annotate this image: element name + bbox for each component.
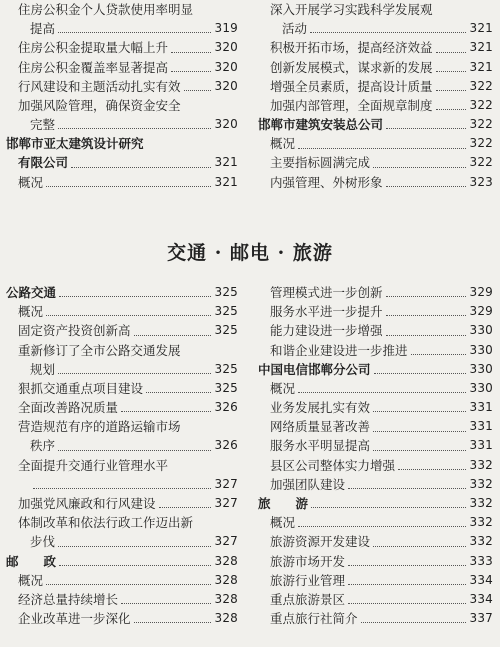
toc-entry-title: 和谐企业建设进一步推进 xyxy=(270,342,408,358)
toc-entry-title: 加强内部管理，全面规章制度 xyxy=(270,97,433,113)
toc-entry-title: 积极开拓市场，提高经济效益 xyxy=(270,40,433,56)
dot-leader xyxy=(361,622,467,623)
toc-entry[interactable] xyxy=(258,58,493,77)
dot-leader xyxy=(146,392,211,393)
dot-leader xyxy=(58,32,211,33)
toc-entry-title: 重点旅游景区 xyxy=(270,591,346,607)
toc-entry[interactable] xyxy=(6,19,238,38)
dot-leader xyxy=(348,603,466,604)
toc-entry[interactable] xyxy=(258,154,493,173)
dot-leader xyxy=(398,469,466,470)
toc-page-number: 329 xyxy=(469,304,493,319)
toc-entry[interactable] xyxy=(6,609,238,628)
toc-entry[interactable] xyxy=(6,77,238,96)
toc-page-number: 321 xyxy=(469,21,493,36)
toc-entry-title: 加强团队建设 xyxy=(270,476,346,492)
toc-entry[interactable] xyxy=(6,417,238,436)
toc-page-number: 326 xyxy=(214,400,238,415)
toc-page-number: 332 xyxy=(469,534,493,549)
toc-entry-title: 全面改善路况质量 xyxy=(18,400,119,416)
toc-entry-title: 能力建设进一步增强 xyxy=(270,323,383,339)
toc-page-number: 326 xyxy=(214,438,238,453)
toc-section-heading[interactable] xyxy=(6,283,238,302)
toc-entry[interactable] xyxy=(258,398,493,417)
toc-entry[interactable] xyxy=(6,302,238,321)
toc-entry[interactable] xyxy=(258,19,493,38)
toc-page-number: 322 xyxy=(469,117,493,132)
toc-entry[interactable] xyxy=(6,341,238,360)
toc-entry[interactable] xyxy=(258,513,493,532)
toc-section-heading[interactable] xyxy=(258,494,493,513)
dot-leader xyxy=(411,354,467,355)
toc-entry-title: 活动 xyxy=(282,21,308,37)
dot-leader xyxy=(171,71,211,72)
toc-entry-title: 服务水平进一步提升 xyxy=(270,304,383,320)
toc-page-number: 327 xyxy=(214,534,238,549)
toc-entry[interactable] xyxy=(6,321,238,340)
toc-page-number: 325 xyxy=(214,380,238,395)
dot-leader xyxy=(386,296,467,297)
toc-page-number: 325 xyxy=(214,323,238,338)
dot-leader xyxy=(46,186,211,187)
toc-entry[interactable] xyxy=(258,532,493,551)
toc-page-number: 325 xyxy=(214,304,238,319)
dot-leader xyxy=(58,373,211,374)
toc-page-number: 321 xyxy=(469,40,493,55)
toc-page-number: 330 xyxy=(469,380,493,395)
toc-entry-title: 全面提升交通行业管理水平 xyxy=(18,457,169,473)
toc-entry[interactable] xyxy=(258,173,493,192)
toc-entry-title: 有限公司 xyxy=(18,155,69,171)
dot-leader xyxy=(386,186,467,187)
toc-entry[interactable] xyxy=(6,437,238,456)
dot-leader xyxy=(184,90,212,91)
toc-entry[interactable] xyxy=(258,437,493,456)
toc-entry[interactable] xyxy=(258,341,493,360)
toc-entry[interactable] xyxy=(6,379,238,398)
toc-entry-title: 深入开展学习实践科学发展观 xyxy=(270,1,433,17)
toc-entry[interactable] xyxy=(258,379,493,398)
toc-entry[interactable] xyxy=(258,417,493,436)
toc-entry[interactable] xyxy=(6,571,238,590)
toc-entry[interactable] xyxy=(6,115,238,134)
toc-entry-title: 旅 游 xyxy=(258,496,309,512)
toc-entry[interactable] xyxy=(6,38,238,57)
toc-page-number: 329 xyxy=(469,284,493,299)
dot-leader xyxy=(311,507,466,508)
toc-page-number: 320 xyxy=(214,117,238,132)
toc-entry-title: 步伐 xyxy=(30,534,56,550)
toc-entry-title: 住房公积金提取量大幅上升 xyxy=(18,40,169,56)
toc-entry-title: 重点旅行社简介 xyxy=(270,611,358,627)
toc-entry[interactable] xyxy=(258,77,493,96)
toc-entry[interactable] xyxy=(258,456,493,475)
toc-page-number: 331 xyxy=(469,419,493,434)
toc-entry-title: 概况 xyxy=(18,572,44,588)
toc-page-number: 327 xyxy=(214,476,238,491)
toc-entry-title: 概况 xyxy=(18,174,44,190)
dot-leader xyxy=(373,431,466,432)
dot-leader xyxy=(436,52,467,53)
toc-entry[interactable] xyxy=(6,475,238,494)
toc-entry-title: 创新发展模式，谋求新的发展 xyxy=(270,59,433,75)
toc-page-number: 328 xyxy=(214,591,238,606)
toc-entry[interactable] xyxy=(6,173,238,192)
toc-page-number: 332 xyxy=(469,476,493,491)
toc-entry-title: 加强党风廉政和行风建设 xyxy=(18,496,156,512)
dot-leader xyxy=(374,373,467,374)
toc-page-number: 328 xyxy=(214,572,238,587)
toc-entry-title: 服务水平明显提高 xyxy=(270,438,371,454)
toc-entry-title: 旅游市场开发 xyxy=(270,553,346,569)
dot-leader xyxy=(298,148,466,149)
toc-page-number: 330 xyxy=(469,342,493,357)
toc-entry-title: 业务发展扎实有效 xyxy=(270,400,371,416)
toc-entry-title: 中国电信邯郸分公司 xyxy=(258,361,371,377)
toc-page-number: 330 xyxy=(469,361,493,376)
toc-entry-title: 加强风险管理，确保资金安全 xyxy=(18,97,181,113)
dot-leader xyxy=(159,507,212,508)
toc-page-number: 327 xyxy=(214,496,238,511)
toc-page-number: 332 xyxy=(469,496,493,511)
toc-entry-title: 旅游资源开发建设 xyxy=(270,534,371,550)
toc-section-heading[interactable] xyxy=(258,360,493,379)
toc-entry[interactable] xyxy=(6,513,238,532)
toc-column-top-right xyxy=(258,0,493,192)
toc-entry-title: 公路交通 xyxy=(6,284,57,300)
toc-page-number: 337 xyxy=(469,611,493,626)
toc-entry[interactable] xyxy=(6,96,238,115)
dot-leader xyxy=(134,335,212,336)
toc-page-number: 320 xyxy=(214,78,238,93)
toc-page-number: 333 xyxy=(469,553,493,568)
toc-entry-title: 邮 政 xyxy=(6,553,57,569)
dot-leader xyxy=(348,584,466,585)
toc-page-number: 321 xyxy=(214,155,238,170)
toc-entry[interactable] xyxy=(258,321,493,340)
dot-leader xyxy=(386,335,467,336)
dot-leader xyxy=(134,622,212,623)
toc-entry-title: 县区公司整体实力增强 xyxy=(270,457,396,473)
toc-entry-title: 提高 xyxy=(30,21,56,37)
toc-entry-title: 行风建设和主题活动扎实有效 xyxy=(18,78,181,94)
toc-entry[interactable] xyxy=(6,0,238,19)
toc-page-number: 320 xyxy=(214,59,238,74)
dot-leader xyxy=(436,90,467,91)
toc-page-number: 322 xyxy=(469,155,493,170)
toc-entry[interactable] xyxy=(6,360,238,379)
toc-entry-title: 住房公积金个人贷款使用率明显 xyxy=(18,1,194,17)
dot-leader xyxy=(71,167,211,168)
toc-entry-title: 管理模式进一步创新 xyxy=(270,284,383,300)
dot-leader xyxy=(171,52,211,53)
toc-entry-title: 网络质量显著改善 xyxy=(270,419,371,435)
toc-page-number: 322 xyxy=(469,78,493,93)
toc-page-number: 330 xyxy=(469,323,493,338)
toc-entry[interactable] xyxy=(258,0,493,19)
dot-leader xyxy=(373,167,466,168)
toc-entry[interactable] xyxy=(6,590,238,609)
toc-entry-title: 重新修订了全市公路交通发展 xyxy=(18,342,181,358)
dot-leader xyxy=(348,565,466,566)
toc-page-number: 331 xyxy=(469,438,493,453)
toc-entry-title: 固定资产投资创新高 xyxy=(18,323,131,339)
toc-page-number: 325 xyxy=(214,361,238,376)
toc-entry[interactable] xyxy=(258,475,493,494)
toc-entry[interactable] xyxy=(258,134,493,153)
dot-leader xyxy=(373,411,466,412)
toc-entry-title: 完整 xyxy=(30,117,56,133)
toc-entry-title: 企业改革进一步深化 xyxy=(18,611,131,627)
toc-entry[interactable] xyxy=(258,609,493,628)
section-title: 交通 · 邮电 · 旅游 xyxy=(167,242,333,264)
toc-entry-title: 经济总量持续增长 xyxy=(18,591,119,607)
toc-page-number: 328 xyxy=(214,611,238,626)
toc-entry[interactable] xyxy=(258,571,493,590)
toc-column-bottom-left xyxy=(6,283,238,628)
toc-page-number: 325 xyxy=(214,284,238,299)
toc-page-number: 331 xyxy=(469,400,493,415)
dot-leader xyxy=(33,488,211,489)
toc-entry[interactable] xyxy=(6,456,238,475)
toc-entry-title: 营造规范有序的道路运输市场 xyxy=(18,419,181,435)
toc-entry-title: 狠抓交通重点项目建设 xyxy=(18,380,144,396)
toc-entry[interactable] xyxy=(258,552,493,571)
toc-page-number: 332 xyxy=(469,457,493,472)
dot-leader xyxy=(59,565,211,566)
toc-page-number: 332 xyxy=(469,515,493,530)
toc-entry-title: 概况 xyxy=(270,380,296,396)
dot-leader xyxy=(373,450,466,451)
toc-entry[interactable] xyxy=(258,96,493,115)
toc-entry-title: 邯郸市亚太建筑设计研究 xyxy=(6,136,144,152)
toc-page-number: 334 xyxy=(469,591,493,606)
toc-entry[interactable] xyxy=(6,532,238,551)
toc-page-number: 320 xyxy=(214,40,238,55)
dot-leader xyxy=(298,526,466,527)
toc-entry-title: 体制改革和依法行政工作迈出新 xyxy=(18,515,194,531)
toc-entry-title: 邯郸市建筑安装总公司 xyxy=(258,117,384,133)
toc-entry-title: 规划 xyxy=(30,361,56,377)
dot-leader xyxy=(58,128,211,129)
toc-entry-title: 住房公积金覆盖率显著提高 xyxy=(18,59,169,75)
toc-entry-title: 主要指标圆满完成 xyxy=(270,155,371,171)
dot-leader xyxy=(58,546,211,547)
toc-entry-title: 概况 xyxy=(270,136,296,152)
toc-entry[interactable] xyxy=(6,398,238,417)
dot-leader xyxy=(436,109,467,110)
toc-page-number: 322 xyxy=(469,136,493,151)
toc-column-top-left xyxy=(6,0,238,192)
dot-leader xyxy=(436,71,467,72)
toc-section-heading[interactable] xyxy=(6,134,238,153)
toc-page-number: 334 xyxy=(469,572,493,587)
toc-page-number: 322 xyxy=(469,97,493,112)
dot-leader xyxy=(121,603,211,604)
toc-section-heading[interactable] xyxy=(6,552,238,571)
toc-page-number: 328 xyxy=(214,553,238,568)
toc-entry[interactable] xyxy=(258,302,493,321)
dot-leader xyxy=(58,450,211,451)
dot-leader xyxy=(386,315,467,316)
dot-leader xyxy=(59,296,211,297)
dot-leader xyxy=(386,128,466,129)
toc-entry[interactable] xyxy=(6,58,238,77)
toc-page-number: 321 xyxy=(214,174,238,189)
toc-entry-title: 概况 xyxy=(270,515,296,531)
toc-entry[interactable] xyxy=(6,494,238,513)
dot-leader xyxy=(348,488,466,489)
dot-leader xyxy=(46,315,211,316)
toc-entry-title: 秩序 xyxy=(30,438,56,454)
toc-section-heading[interactable] xyxy=(6,154,238,173)
toc-page-number: 321 xyxy=(469,59,493,74)
toc-page-number: 319 xyxy=(214,21,238,36)
toc-entry[interactable] xyxy=(258,283,493,302)
dot-leader xyxy=(310,32,466,33)
toc-page-number: 323 xyxy=(469,174,493,189)
toc-column-bottom-right xyxy=(258,283,493,628)
toc-section-heading[interactable] xyxy=(258,115,493,134)
dot-leader xyxy=(373,546,466,547)
dot-leader xyxy=(121,411,211,412)
dot-leader xyxy=(46,584,211,585)
toc-entry[interactable] xyxy=(258,590,493,609)
dot-leader xyxy=(298,392,466,393)
toc-entry[interactable] xyxy=(258,38,493,57)
toc-entry-title: 旅游行业管理 xyxy=(270,572,346,588)
toc-entry-title: 概况 xyxy=(18,304,44,320)
toc-entry-title: 增强全员素质，提高设计质量 xyxy=(270,78,433,94)
toc-entry-title: 内强管理、外树形象 xyxy=(270,174,383,190)
